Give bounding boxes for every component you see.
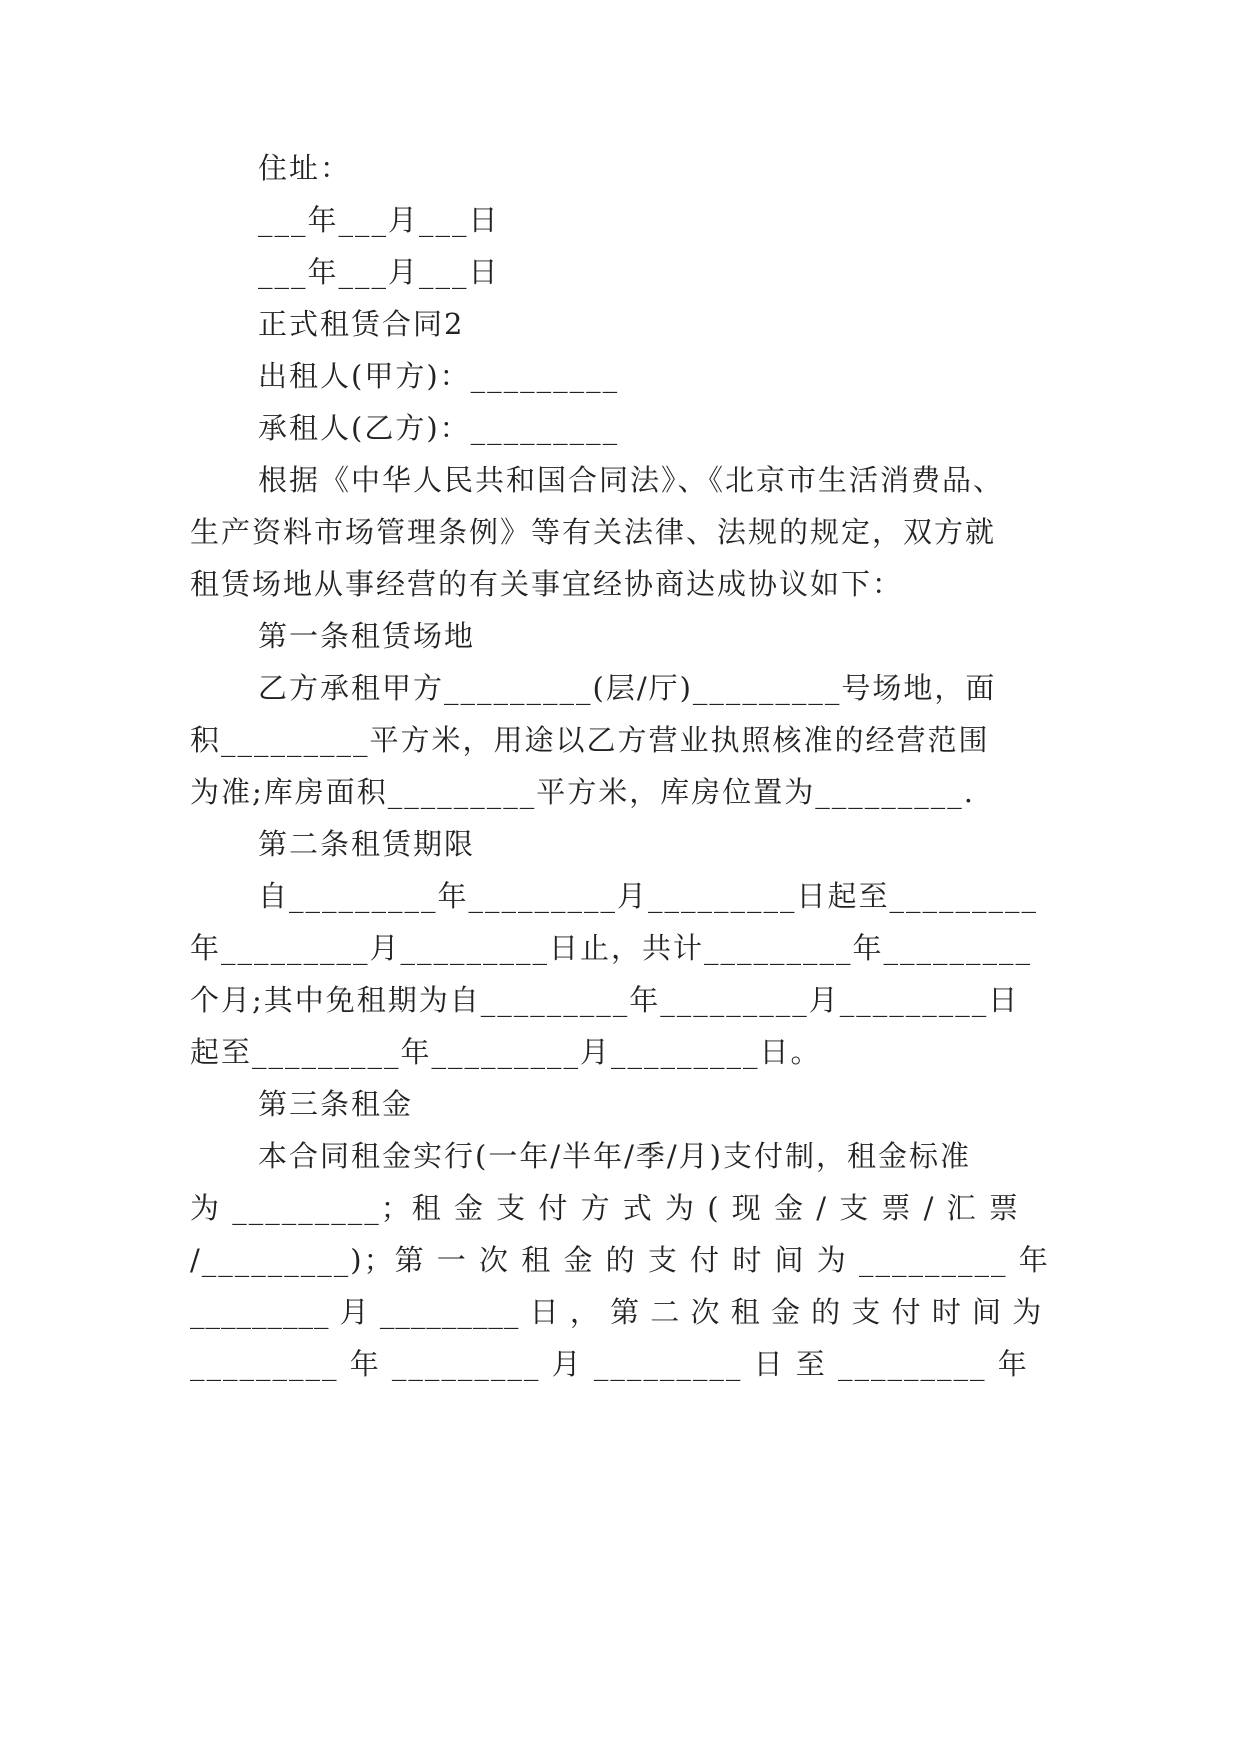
article-2-line-4: 起至_________年_________月_________日。 bbox=[190, 1035, 822, 1069]
article-3-line-5: _________ 年 _________ 月 _________ 日 至 _________ 年 bbox=[190, 1347, 1029, 1381]
article-3-heading: 第三条租金 bbox=[258, 1087, 414, 1121]
article-1-line-2: 积_________平方米，用途以乙方营业执照核准的经营范围 bbox=[190, 723, 990, 757]
article-3-line-2: 为 _________；租 金 支 付 方 式 为 ( 现 金 / 支 票 / 汇 票 bbox=[190, 1191, 1020, 1225]
article-2-heading: 第二条租赁期限 bbox=[258, 827, 476, 861]
address-line: 住址： bbox=[258, 151, 352, 185]
article-2-line-3: 个月;其中免租期为自_________年_________月_________日 bbox=[190, 983, 1020, 1017]
preamble-line-3: 租赁场地从事经营的有关事宜经协商达成协议如下： bbox=[190, 567, 904, 601]
article-1-line-3: 为准;库房面积_________平方米，库房位置为_________. bbox=[190, 775, 975, 809]
article-1-line-1: 乙方承租甲方_________(层/厅)_________号场地，面 bbox=[258, 671, 997, 705]
preamble-line-1: 根据《中华人民共和国合同法》、《北京市生活消费品、 bbox=[258, 463, 1005, 497]
article-3-line-1: 本合同租金实行(一年/半年/季/月)支付制，租金标准 bbox=[258, 1139, 971, 1173]
lessor-line: 出租人(甲方)：_________ bbox=[258, 359, 620, 393]
date-line-2: ___年___月___日 bbox=[258, 255, 500, 289]
article-1-heading: 第一条租赁场地 bbox=[258, 619, 476, 653]
lessee-line: 承租人(乙方)：_________ bbox=[258, 411, 620, 445]
contract-title: 正式租赁合同2 bbox=[258, 307, 465, 341]
article-2-line-2: 年_________月_________日止，共计_________年_________ bbox=[190, 931, 1033, 965]
article-3-line-3: /_________)；第 一 次 租 金 的 支 付 时 间 为 _________ 年 bbox=[190, 1243, 1050, 1277]
article-3-line-4: _________ 月 _________ 日 ， 第 二 次 租 金 的 支 付 时 间 为 bbox=[190, 1295, 1043, 1329]
date-line-1: ___年___月___日 bbox=[258, 203, 500, 237]
preamble-line-2: 生产资料市场管理条例》等有关法律、法规的规定，双方就 bbox=[190, 515, 997, 549]
article-2-line-1: 自_________年_________月_________日起至_________ bbox=[258, 879, 1039, 913]
